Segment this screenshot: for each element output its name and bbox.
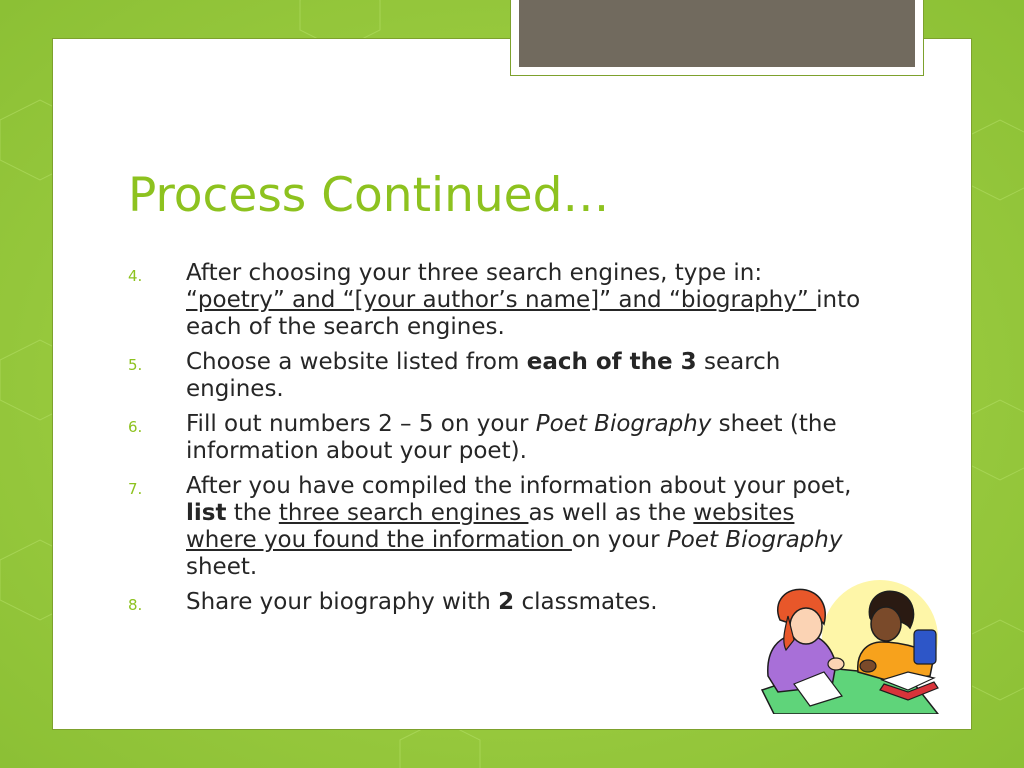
list-number: 7. [128, 480, 143, 498]
step-text: the [226, 500, 279, 526]
list-number: 8. [128, 596, 143, 614]
emphasis-text: Poet Biography [535, 411, 712, 437]
students-reading-clipart [758, 580, 960, 714]
step-text: search engines. [186, 349, 781, 402]
underlined-text: three search engines [278, 500, 529, 526]
search-phrase: “poetry” and “[your author’s name]” and “biography” [186, 287, 817, 313]
process-steps-list [128, 260, 868, 624]
header-decoration [510, 0, 924, 76]
list-item [128, 260, 868, 341]
step-text: sheet. [186, 554, 258, 580]
emphasis-text: each of the 3 [526, 349, 697, 375]
list-item [128, 349, 868, 403]
step-text: Fill out numbers 2 – 5 on your [186, 411, 536, 437]
list-number: 5. [128, 356, 143, 374]
list-item [128, 473, 868, 581]
step-text: sheet (the information about your poet). [186, 411, 837, 464]
list-number: 4. [128, 267, 143, 285]
step-text: Share your biography with [186, 589, 499, 615]
step-text: into each of the search engines. [186, 287, 861, 340]
header-decoration-fill [519, 0, 915, 67]
emphasis-text: list [186, 500, 227, 526]
step-text: as well as the [528, 500, 694, 526]
underlined-text: websites where you found the information [186, 500, 795, 553]
step-text: on your [571, 527, 667, 553]
list-item [128, 411, 868, 465]
step-text: After choosing your three search engines, type in: [186, 260, 763, 286]
list-item [128, 589, 868, 616]
step-text: After you have compiled the information about your poet, [186, 473, 852, 499]
emphasis-text: Poet Biography [666, 527, 843, 553]
list-number: 6. [128, 418, 143, 436]
step-text: classmates. [514, 589, 658, 615]
slide-title: Process Continued… [128, 168, 610, 223]
step-text: Choose a website listed from [186, 349, 527, 375]
emphasis-text: 2 [498, 589, 515, 615]
